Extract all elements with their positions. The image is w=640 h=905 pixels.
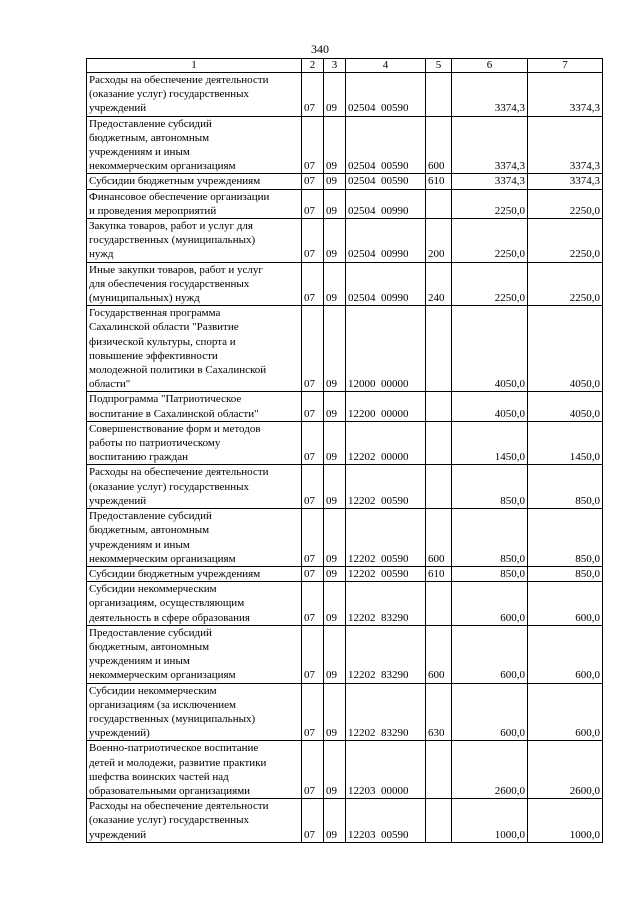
row-expense-type-cell: 630 [426, 683, 452, 741]
row-name-cell: Предоставление субсидий бюджетным, автономным учреждениям и иным некоммерческим организациям [87, 509, 302, 567]
row-expense-type-cell: 600 [426, 625, 452, 683]
row-subsection-cell: 09 [324, 799, 346, 843]
row-section-cell: 07 [302, 582, 324, 626]
row-section-cell: 07 [302, 174, 324, 189]
row-amount-2-cell: 4050,0 [528, 306, 603, 392]
row-expense-type-cell: 610 [426, 174, 452, 189]
row-subsection-cell: 09 [324, 174, 346, 189]
header-row [87, 59, 603, 73]
row-section-cell: 07 [302, 116, 324, 174]
row-name-cell: Субсидии некоммерческим организациям, осуществляющим деятельность в сфере образования [87, 582, 302, 626]
row-target-article-cell: 12202 83290 [346, 582, 426, 626]
row-amount-2-cell: 1000,0 [528, 799, 603, 843]
row-expense-type-cell [426, 799, 452, 843]
row-amount-2-cell: 2600,0 [528, 741, 603, 799]
column-header-7: 7 [528, 59, 603, 73]
row-amount-2-cell: 850,0 [528, 509, 603, 567]
row-name-cell: Государственная программа Сахалинской области "Развитие физической культуры, спорта и повышение эффективности молодежной политики в Сахалинской области" [87, 306, 302, 392]
table-row [87, 116, 603, 174]
row-amount-1-cell: 4050,0 [452, 306, 528, 392]
column-header-3: 3 [324, 59, 346, 73]
row-section-cell: 07 [302, 683, 324, 741]
row-expense-type-cell [426, 189, 452, 218]
row-subsection-cell: 09 [324, 73, 346, 117]
row-amount-2-cell: 3374,3 [528, 73, 603, 117]
row-amount-1-cell: 850,0 [452, 509, 528, 567]
table-row [87, 683, 603, 741]
row-target-article-cell: 12202 00590 [346, 465, 426, 509]
table-row [87, 219, 603, 263]
table-row [87, 262, 603, 306]
row-name-cell: Расходы на обеспечение деятельности (оказание услуг) государственных учреждений [87, 465, 302, 509]
row-amount-1-cell: 2250,0 [452, 262, 528, 306]
column-header-5: 5 [426, 59, 452, 73]
page-number: 340 [311, 42, 329, 56]
row-expense-type-cell: 600 [426, 509, 452, 567]
row-name-cell: Подпрограмма "Патриотическое воспитание в Сахалинской области" [87, 392, 302, 421]
row-amount-1-cell: 3374,3 [452, 174, 528, 189]
row-amount-1-cell: 2250,0 [452, 219, 528, 263]
row-amount-1-cell: 1450,0 [452, 421, 528, 465]
table-row [87, 421, 603, 465]
row-target-article-cell: 12202 83290 [346, 625, 426, 683]
table-row [87, 741, 603, 799]
table-row [87, 189, 603, 218]
row-amount-1-cell: 3374,3 [452, 116, 528, 174]
row-name-cell: Военно-патриотическое воспитание детей и молодежи, развитие практики шефства воинских частей над образовательными организациями [87, 741, 302, 799]
row-amount-2-cell: 2250,0 [528, 219, 603, 263]
row-amount-1-cell: 850,0 [452, 566, 528, 581]
row-name-cell: Финансовое обеспечение организации и проведения мероприятий [87, 189, 302, 218]
row-amount-1-cell: 600,0 [452, 625, 528, 683]
row-amount-2-cell: 4050,0 [528, 392, 603, 421]
row-section-cell: 07 [302, 392, 324, 421]
row-section-cell: 07 [302, 73, 324, 117]
row-amount-2-cell: 600,0 [528, 625, 603, 683]
row-amount-2-cell: 850,0 [528, 566, 603, 581]
row-subsection-cell: 09 [324, 116, 346, 174]
row-subsection-cell: 09 [324, 392, 346, 421]
row-amount-1-cell: 850,0 [452, 465, 528, 509]
row-section-cell: 07 [302, 262, 324, 306]
row-section-cell: 07 [302, 306, 324, 392]
row-target-article-cell: 02504 00990 [346, 189, 426, 218]
row-amount-2-cell: 2250,0 [528, 262, 603, 306]
row-target-article-cell: 12203 00000 [346, 741, 426, 799]
table-row [87, 509, 603, 567]
row-expense-type-cell: 610 [426, 566, 452, 581]
row-target-article-cell: 02504 00590 [346, 174, 426, 189]
row-target-article-cell: 12202 00590 [346, 566, 426, 581]
row-expense-type-cell [426, 392, 452, 421]
row-name-cell: Предоставление субсидий бюджетным, автономным учреждениям и иным некоммерческим организациям [87, 116, 302, 174]
budget-table [86, 58, 603, 843]
row-target-article-cell: 12203 00590 [346, 799, 426, 843]
table-row [87, 582, 603, 626]
row-name-cell: Субсидии некоммерческим организациям (за исключением государственных (муниципальных) учреждений) [87, 683, 302, 741]
row-subsection-cell: 09 [324, 566, 346, 581]
row-amount-1-cell: 3374,3 [452, 73, 528, 117]
row-section-cell: 07 [302, 219, 324, 263]
row-target-article-cell: 12202 00000 [346, 421, 426, 465]
table-row [87, 174, 603, 189]
row-target-article-cell: 12000 00000 [346, 306, 426, 392]
row-section-cell: 07 [302, 465, 324, 509]
row-expense-type-cell [426, 582, 452, 626]
row-amount-2-cell: 1450,0 [528, 421, 603, 465]
row-section-cell: 07 [302, 421, 324, 465]
table-row [87, 392, 603, 421]
row-subsection-cell: 09 [324, 683, 346, 741]
row-amount-2-cell: 3374,3 [528, 116, 603, 174]
row-amount-1-cell: 600,0 [452, 683, 528, 741]
row-expense-type-cell: 200 [426, 219, 452, 263]
row-target-article-cell: 12200 00000 [346, 392, 426, 421]
row-subsection-cell: 09 [324, 306, 346, 392]
column-header-2: 2 [302, 59, 324, 73]
row-expense-type-cell [426, 73, 452, 117]
row-subsection-cell: 09 [324, 582, 346, 626]
row-name-cell: Закупка товаров, работ и услуг для государственных (муниципальных) нужд [87, 219, 302, 263]
row-amount-1-cell: 2250,0 [452, 189, 528, 218]
row-name-cell: Субсидии бюджетным учреждениям [87, 174, 302, 189]
table-row [87, 306, 603, 392]
row-target-article-cell: 02504 00590 [346, 116, 426, 174]
row-target-article-cell: 02504 00990 [346, 262, 426, 306]
row-subsection-cell: 09 [324, 219, 346, 263]
table-row [87, 799, 603, 843]
row-section-cell: 07 [302, 625, 324, 683]
table-row [87, 73, 603, 117]
row-name-cell: Расходы на обеспечение деятельности (оказание услуг) государственных учреждений [87, 799, 302, 843]
row-name-cell: Расходы на обеспечение деятельности (оказание услуг) государственных учреждений [87, 73, 302, 117]
column-header-1: 1 [87, 59, 302, 73]
row-subsection-cell: 09 [324, 189, 346, 218]
row-name-cell: Предоставление субсидий бюджетным, автономным учреждениям и иным некоммерческим организациям [87, 625, 302, 683]
table-row [87, 625, 603, 683]
row-name-cell: Совершенствование форм и методов работы по патриотическому воспитанию граждан [87, 421, 302, 465]
row-target-article-cell: 12202 00590 [346, 509, 426, 567]
row-expense-type-cell [426, 465, 452, 509]
row-target-article-cell: 12202 83290 [346, 683, 426, 741]
row-subsection-cell: 09 [324, 465, 346, 509]
table-row [87, 566, 603, 581]
row-subsection-cell: 09 [324, 262, 346, 306]
row-subsection-cell: 09 [324, 741, 346, 799]
row-target-article-cell: 02504 00590 [346, 73, 426, 117]
row-subsection-cell: 09 [324, 509, 346, 567]
row-target-article-cell: 02504 00990 [346, 219, 426, 263]
row-expense-type-cell [426, 306, 452, 392]
row-section-cell: 07 [302, 509, 324, 567]
row-amount-2-cell: 600,0 [528, 582, 603, 626]
row-amount-1-cell: 4050,0 [452, 392, 528, 421]
row-expense-type-cell: 600 [426, 116, 452, 174]
row-expense-type-cell [426, 741, 452, 799]
row-expense-type-cell [426, 421, 452, 465]
row-amount-1-cell: 2600,0 [452, 741, 528, 799]
row-subsection-cell: 09 [324, 421, 346, 465]
row-amount-2-cell: 3374,3 [528, 174, 603, 189]
row-section-cell: 07 [302, 566, 324, 581]
row-subsection-cell: 09 [324, 625, 346, 683]
row-name-cell: Субсидии бюджетным учреждениям [87, 566, 302, 581]
row-amount-2-cell: 600,0 [528, 683, 603, 741]
row-amount-1-cell: 1000,0 [452, 799, 528, 843]
row-amount-2-cell: 2250,0 [528, 189, 603, 218]
table-row [87, 465, 603, 509]
row-section-cell: 07 [302, 799, 324, 843]
row-expense-type-cell: 240 [426, 262, 452, 306]
row-amount-2-cell: 850,0 [528, 465, 603, 509]
row-section-cell: 07 [302, 741, 324, 799]
row-name-cell: Иные закупки товаров, работ и услуг для обеспечения государственных (муниципальных) нужд [87, 262, 302, 306]
table-body [87, 73, 603, 843]
column-header-6: 6 [452, 59, 528, 73]
column-header-4: 4 [346, 59, 426, 73]
row-amount-1-cell: 600,0 [452, 582, 528, 626]
row-section-cell: 07 [302, 189, 324, 218]
